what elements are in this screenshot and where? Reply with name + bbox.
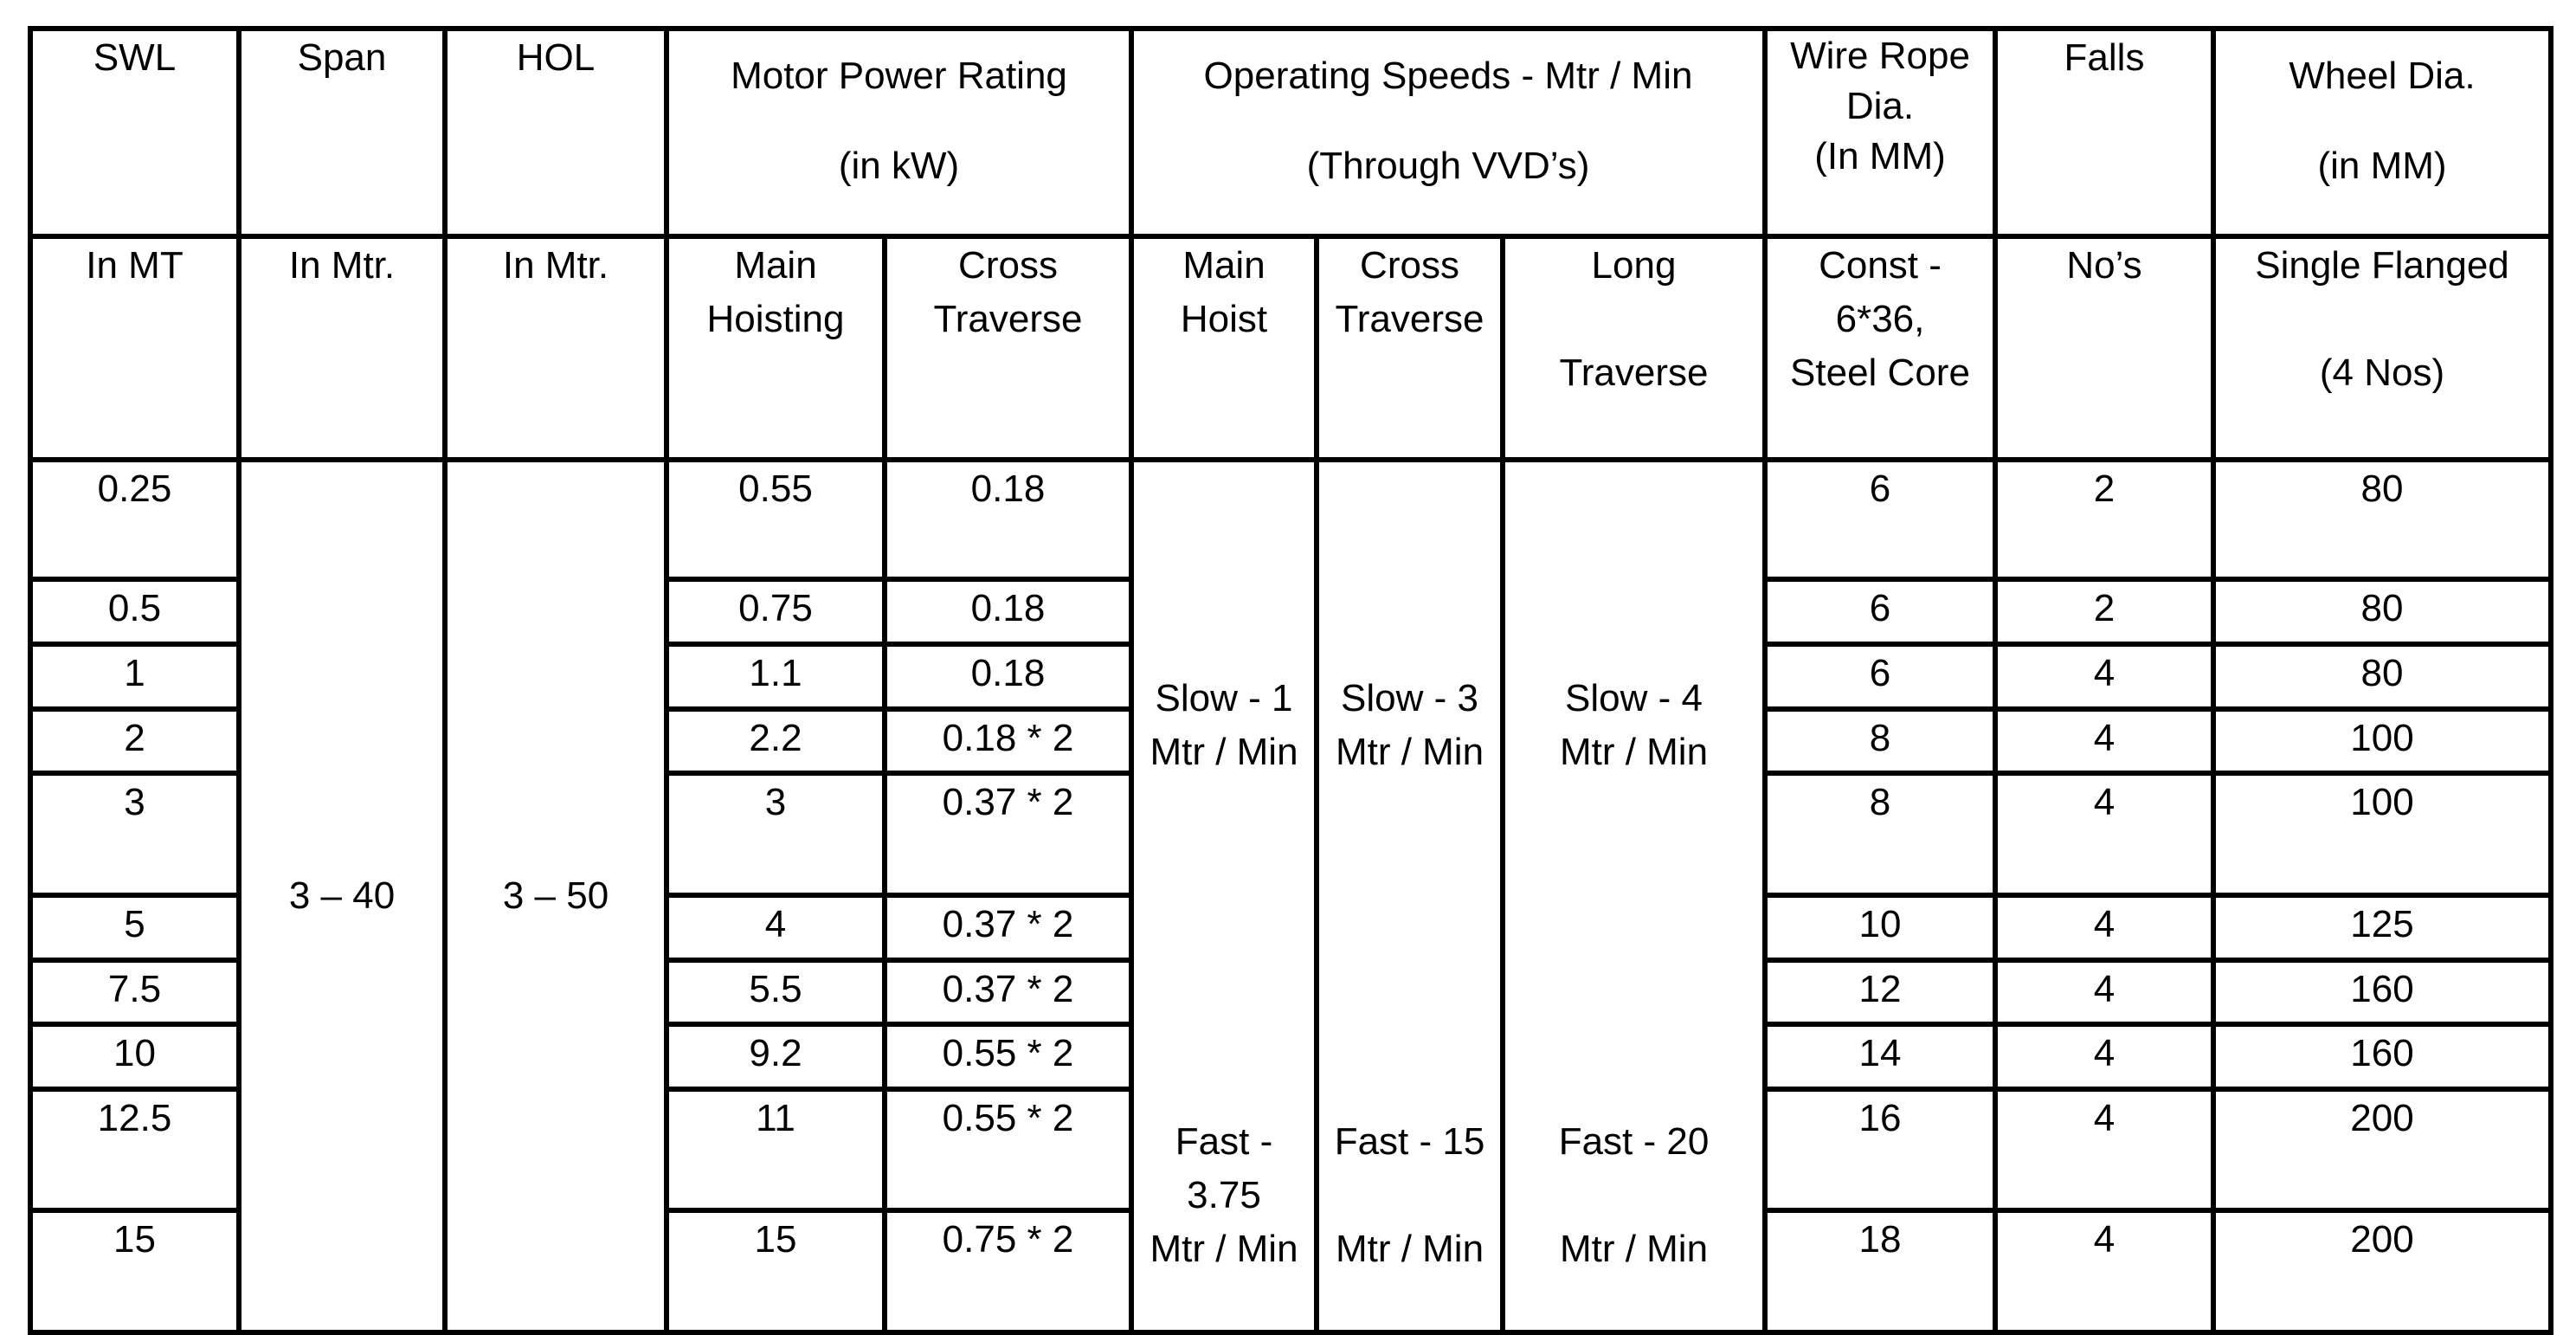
cell-rope-dia: 6 [1765, 460, 1995, 579]
crane-spec-table [28, 26, 2553, 1335]
cell-main-hoisting-kw: 1.1 [667, 644, 885, 709]
subheader-rope-construction: Const - 6*36, Steel Core [1765, 236, 1995, 460]
unit-hol: In Mtr. [445, 236, 667, 460]
cell-wheel-dia: 100 [2213, 773, 2551, 895]
cell-rope-dia: 12 [1765, 960, 1995, 1025]
header-hol: HOL [445, 29, 667, 236]
cell-swl: 1 [30, 644, 239, 709]
cell-falls: 4 [1995, 1089, 2213, 1211]
cell-swl: 0.5 [30, 579, 239, 644]
cell-swl: 12.5 [30, 1089, 239, 1211]
cell-cross-traverse-kw: 0.37 * 2 [885, 895, 1131, 960]
header-span: Span [239, 29, 445, 236]
cell-main-hoisting-kw: 2.2 [667, 709, 885, 774]
cell-main-hoisting-kw: 15 [667, 1210, 885, 1332]
cell-main-hoist-speed [1131, 460, 1317, 1332]
unit-span: In Mtr. [239, 236, 445, 460]
header-row-2 [30, 236, 2551, 460]
cell-swl: 5 [30, 895, 239, 960]
cell-main-hoisting-kw: 9.2 [667, 1024, 885, 1089]
cross-speed-fast: Fast - 15 Mtr / Min [1334, 1120, 1485, 1270]
cell-main-hoisting-kw: 0.55 [667, 460, 885, 579]
cell-rope-dia: 10 [1765, 895, 1995, 960]
cell-main-hoisting-kw: 11 [667, 1089, 885, 1211]
cell-rope-dia: 6 [1765, 579, 1995, 644]
header-operating-speeds: Operating Speeds - Mtr / Min (Through VVD’s) [1131, 29, 1765, 236]
spec-table-wrapper [28, 26, 2553, 1335]
cell-cross-traverse-kw: 0.37 * 2 [885, 960, 1131, 1025]
table-row [30, 460, 2551, 579]
hoist-speed-slow: Slow - 1 Mtr / Min [1150, 677, 1298, 773]
cell-wheel-dia: 80 [2213, 460, 2551, 579]
cell-long-traverse-speed [1503, 460, 1765, 1332]
subheader-main-hoist: Main Hoist [1131, 236, 1317, 460]
cell-main-hoisting-kw: 0.75 [667, 579, 885, 644]
cell-wheel-dia: 160 [2213, 1024, 2551, 1089]
cell-cross-traverse-kw: 0.18 * 2 [885, 709, 1131, 774]
subheader-falls-unit: No’s [1995, 236, 2213, 460]
cell-swl: 2 [30, 709, 239, 774]
cell-wheel-dia: 80 [2213, 644, 2551, 709]
cell-cross-traverse-speed [1317, 460, 1503, 1332]
header-motor-power: Motor Power Rating (in kW) [667, 29, 1131, 236]
cell-falls: 4 [1995, 895, 2213, 960]
cell-wheel-dia: 100 [2213, 709, 2551, 774]
cell-rope-dia: 8 [1765, 709, 1995, 774]
cell-falls: 4 [1995, 1024, 2213, 1089]
cell-wheel-dia: 160 [2213, 960, 2551, 1025]
cell-cross-traverse-kw: 0.18 [885, 460, 1131, 579]
cell-rope-dia: 6 [1765, 644, 1995, 709]
cell-falls: 2 [1995, 460, 2213, 579]
cell-wheel-dia: 125 [2213, 895, 2551, 960]
cell-rope-dia: 14 [1765, 1024, 1995, 1089]
header-row-1 [30, 29, 2551, 236]
cell-falls: 4 [1995, 644, 2213, 709]
header-falls: Falls [1995, 29, 2213, 236]
cell-falls: 4 [1995, 960, 2213, 1025]
cell-cross-traverse-kw: 0.55 * 2 [885, 1089, 1131, 1211]
header-swl: SWL [30, 29, 239, 236]
cell-swl: 7.5 [30, 960, 239, 1025]
cell-cross-traverse-kw: 0.75 * 2 [885, 1210, 1131, 1332]
subheader-long-traverse: Long Traverse [1503, 236, 1765, 460]
subheader-main-hoisting: Main Hoisting [667, 236, 885, 460]
cross-speed-slow: Slow - 3 Mtr / Min [1335, 677, 1484, 773]
cell-wheel-dia: 80 [2213, 579, 2551, 644]
cell-falls: 4 [1995, 773, 2213, 895]
hoist-speed-fast: Fast - 3.75 Mtr / Min [1150, 1120, 1298, 1270]
cell-cross-traverse-kw: 0.55 * 2 [885, 1024, 1131, 1089]
header-wheel-dia: Wheel Dia. (in MM) [2213, 29, 2551, 236]
cell-cross-traverse-kw: 0.18 [885, 579, 1131, 644]
header-wire-rope: Wire Rope Dia. (In MM) [1765, 29, 1995, 236]
cell-falls: 4 [1995, 1210, 2213, 1332]
cell-rope-dia: 18 [1765, 1210, 1995, 1332]
cell-falls: 4 [1995, 709, 2213, 774]
cell-cross-traverse-kw: 0.18 [885, 644, 1131, 709]
cell-main-hoisting-kw: 3 [667, 773, 885, 895]
cell-hol-shared: 3 – 50 [445, 460, 667, 1332]
long-speed-fast: Fast - 20 Mtr / Min [1558, 1120, 1710, 1270]
cell-swl: 15 [30, 1210, 239, 1332]
long-speed-slow: Slow - 4 Mtr / Min [1559, 677, 1709, 773]
cell-span-shared: 3 – 40 [239, 460, 445, 1332]
cell-main-hoisting-kw: 4 [667, 895, 885, 960]
cell-rope-dia: 16 [1765, 1089, 1995, 1211]
subheader-wheel-type: Single Flanged (4 Nos) [2213, 236, 2551, 460]
cell-wheel-dia: 200 [2213, 1210, 2551, 1332]
cell-cross-traverse-kw: 0.37 * 2 [885, 773, 1131, 895]
cell-swl: 3 [30, 773, 239, 895]
cell-falls: 2 [1995, 579, 2213, 644]
cell-rope-dia: 8 [1765, 773, 1995, 895]
cell-wheel-dia: 200 [2213, 1089, 2551, 1211]
cell-main-hoisting-kw: 5.5 [667, 960, 885, 1025]
unit-swl: In MT [30, 236, 239, 460]
subheader-cross-traverse-speed: Cross Traverse [1317, 236, 1503, 460]
cell-swl: 10 [30, 1024, 239, 1089]
cell-swl: 0.25 [30, 460, 239, 579]
subheader-cross-traverse-kw: Cross Traverse [885, 236, 1131, 460]
